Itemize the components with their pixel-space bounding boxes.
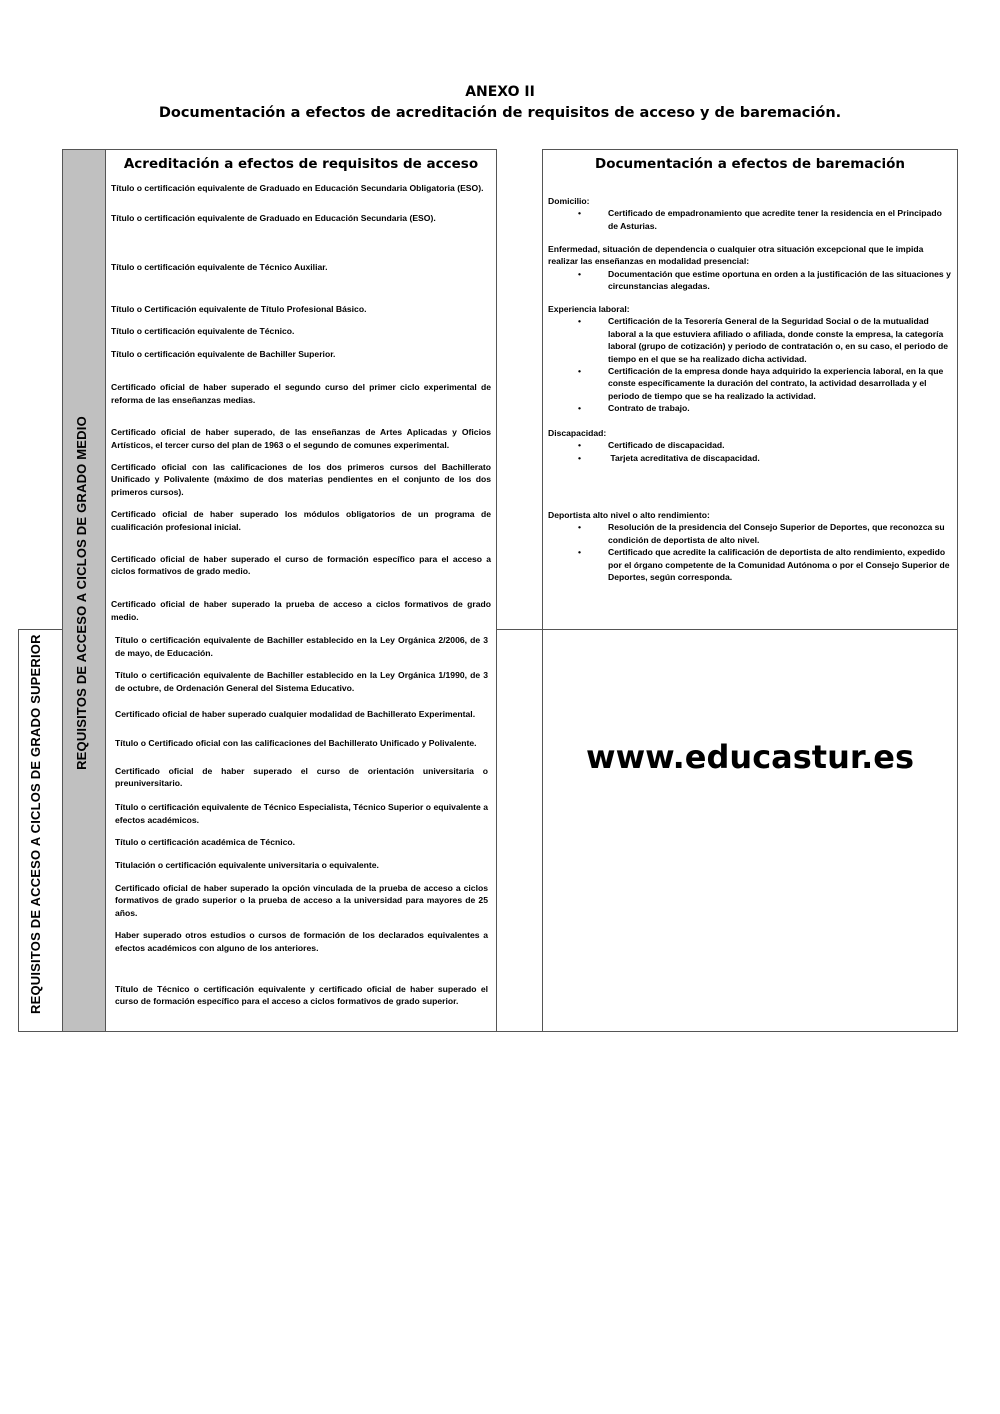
item-text: Contrato de trabajo. [608, 403, 690, 414]
item-text: Certificado que acredite la calificación de deportista de alto rendimiento, expedido por el órgano competente de la Comunidad Autónoma o por el Consejo Superior de Deportes, según corresponda. [608, 547, 950, 583]
bullet-icon: • [578, 366, 582, 377]
table-row [105, 877, 497, 925]
list-item [548, 546, 952, 583]
baremacion-section-deportista [542, 503, 958, 630]
section-category: Domicilio: [548, 196, 590, 206]
baremacion-section-experiencia [542, 298, 958, 422]
item-text: Certificación de la Tesorería General de la Seguridad Social o de la mutualidad laboral a la que estuviera afiliado o afiliada, donde conste la empresa, la categoría laboral (grupo de cotización) y periodo de contratación o, en su caso, el periodo de tiempo en el que se ha realizado dicha actividad. [608, 316, 948, 364]
row-text: Título o certificación equivalente de Graduado en Educación Secundaria (ESO). [111, 213, 436, 224]
table-row [105, 758, 497, 797]
list-item [548, 268, 952, 293]
list-item [548, 365, 952, 402]
baremacion-section-domicilio [542, 177, 958, 238]
table-row [105, 592, 497, 630]
table-row [105, 538, 497, 593]
bullet-icon: • [578, 208, 582, 219]
row-text: Título o certificación equivalente de Técnico Auxiliar. [111, 262, 328, 273]
row-text: Certificado oficial de haber superado la prueba de acceso a ciclos formativos de grado medio. [111, 599, 491, 622]
table-row [105, 831, 497, 855]
list-item [548, 439, 952, 451]
bullet-icon: • [578, 440, 582, 451]
table-row [105, 854, 497, 878]
list-item [548, 315, 952, 365]
annex-label: ANEXO II [465, 84, 535, 100]
row-text: Certificado oficial de haber superado los módulos obligatorios de un programa de cualificación profesional inicial. [111, 509, 491, 532]
table-row [105, 237, 497, 299]
grado-superior-label: REQUISITOS DE ACCESO A CICLOS DE GRADO SUPERIOR [28, 634, 43, 1014]
row-text: Título o certificación equivalente de Bachiller establecido en la Ley Orgánica 2/2006, de 3 de mayo, de Educación. [115, 635, 488, 658]
table-row [105, 699, 497, 730]
grado-medio-label: REQUISITOS DE ACCESO A CICLOS DE GRADO MEDIO [74, 416, 89, 770]
section-category: Deportista alto nivel o alto rendimiento: [548, 510, 710, 520]
section-category: Experiencia laboral: [548, 304, 630, 314]
row-text: Título o certificación equivalente de Bachiller establecido en la Ley Orgánica 1/1990, de 3 de octubre, de Ordenación General del Sistema Educativo. [115, 670, 488, 693]
left-table-heading: Acreditación a efectos de requisitos de acceso [105, 149, 497, 178]
row-text: Título o Certificación equivalente de Título Profesional Básico. [111, 303, 367, 314]
table-row [105, 729, 497, 759]
row-text: Titulación o certificación equivalente universitaria o equivalente. [115, 860, 379, 871]
list-item [548, 402, 952, 414]
table-row [105, 456, 497, 504]
table-row [105, 796, 497, 832]
row-text: Título o certificación equivalente de Técnico Especialista, Técnico Superior o equivalente a efectos académicos. [115, 802, 488, 825]
row-text: Certificado oficial con las calificaciones de los dos primeros cursos del Bachillerato Unificado y Polivalente (máximo de dos materias pendientes en el conjunto de los dos primeros cursos). [111, 461, 491, 497]
row-text: Título o certificación académica de Técnico. [115, 837, 296, 848]
list-item [548, 452, 952, 464]
table-row [105, 200, 497, 238]
table-row [105, 924, 497, 960]
row-text: Título o certificación equivalente de Graduado en Educación Secundaria Obligatoria (ESO). [111, 183, 484, 194]
table-row [105, 343, 497, 367]
table-row [105, 366, 497, 422]
row-text: Título o certificación equivalente de Bachiller Superior. [111, 349, 336, 360]
list-item [548, 521, 952, 546]
bullet-icon: • [578, 268, 582, 279]
item-text: Resolución de la presidencia del Consejo Superior de Deportes, que reconozca su condición de deportista de alto nivel. [608, 522, 945, 545]
bullet-icon: • [578, 403, 582, 414]
row-text: Título de Técnico o certificación equivalente y certificado oficial de haber superado el curso de formación específico para el acceso a ciclos formativos de grado superior. [115, 983, 488, 1006]
website-link[interactable]: www.educastur.es [586, 738, 914, 776]
list-item [548, 207, 952, 232]
baremacion-section-discapacidad [542, 421, 958, 504]
row-text: Título o Certificado oficial con las calificaciones del Bachillerato Unificado y Polivalente. [115, 738, 477, 749]
table-row [105, 421, 497, 457]
item-text: Documentación que estime oportuna en orden a la justificación de las situaciones y circunstancias alegadas. [608, 268, 951, 292]
bullet-icon: • [578, 316, 582, 327]
page-title: Documentación a efectos de acreditación de requisitos de acceso y de baremación. [158, 105, 842, 121]
row-text: Certificado oficial de haber superado la opción vinculada de la prueba de acceso a ciclos formativos de grado superior o la prueba de acceso a la universidad para mayores de 25 años. [115, 882, 488, 918]
item-text: Tarjeta acreditativa de discapacidad. [608, 452, 760, 463]
bullet-icon: • [578, 452, 582, 463]
section-category: Discapacidad: [548, 428, 607, 438]
table-row [105, 629, 497, 665]
row-text: Certificado oficial de haber superado cualquier modalidad de Bachillerato Experimental. [115, 708, 476, 719]
table-row [105, 959, 497, 1032]
row-text: Título o certificación equivalente de Técnico. [111, 326, 295, 337]
row-text: Haber superado otros estudios o cursos de formación de los declarados equivalentes a efectos académicos con alguno de los anteriores. [115, 930, 488, 953]
baremacion-section-enfermedad [542, 237, 958, 299]
bullet-icon: • [578, 522, 582, 533]
section-category: Enfermedad, situación de dependencia o cualquier otra situación excepcional que le impida realizar las enseñanzas en modalidad presencial: [548, 244, 924, 267]
right-table-heading: Documentación a efectos de baremación [542, 149, 958, 178]
table-row [105, 298, 497, 321]
bullet-icon: • [578, 547, 582, 558]
table-row [105, 664, 497, 700]
row-text: Certificado oficial de haber superado, de las enseñanzas de Artes Aplicadas y Oficios Artísticos, el tercer curso del plan de 1963 o el segundo de comunes experimental. [111, 427, 491, 450]
item-text: Certificación de la empresa donde haya adquirido la experiencia laboral, en la que conste específicamente la duración del contrato, la actividad desarrollada y el periodo de tiempo que se ha realizado la actividad. [608, 366, 944, 401]
row-text: Certificado oficial de haber superado el curso de orientación universitaria o preuniversitario. [115, 765, 488, 788]
gap-column-frame [496, 629, 543, 1032]
table-row [105, 177, 497, 201]
item-text: Certificado de empadronamiento que acredite tener la residencia en el Principado de Asturias. [608, 208, 942, 231]
row-text: Certificado oficial de haber superado el curso de formación específico para el acceso a ciclos formativos de grado medio. [111, 553, 491, 576]
row-text: Certificado oficial de haber superado el segundo curso del primer ciclo experimental de reforma de las enseñanzas medias. [111, 382, 491, 405]
table-row [105, 320, 497, 344]
item-text: Certificado de discapacidad. [608, 440, 725, 451]
table-row [105, 503, 497, 539]
